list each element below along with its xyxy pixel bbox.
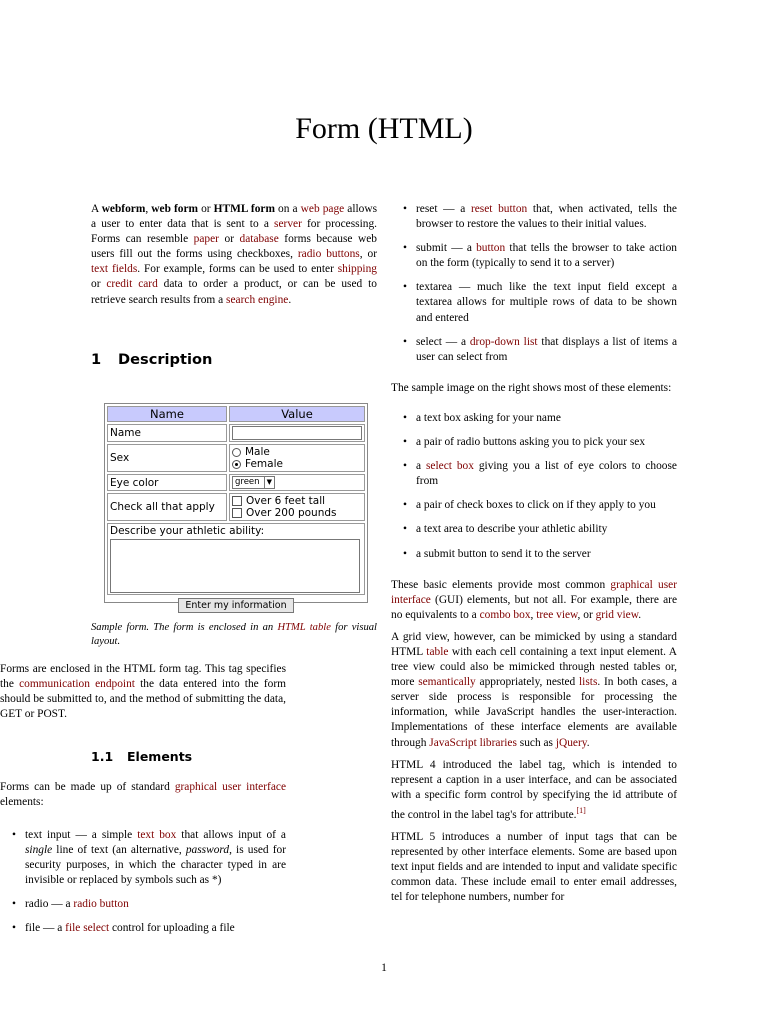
link-lists[interactable]: lists [579,676,598,689]
link-javascript-libraries[interactable]: JavaScript libraries [429,736,517,749]
list-item: • a text box asking for your name [391,411,677,426]
link-server[interactable]: server [274,218,302,231]
link-select-box[interactable]: select box [425,460,474,473]
link-jquery[interactable]: jQuery [555,736,587,749]
reference-link[interactable]: [1] [576,805,586,815]
link-search-engine[interactable]: search engine [226,293,289,306]
sample-form-figure [104,403,368,611]
enter-information-button[interactable]: Enter my information [178,598,293,613]
elements-intro: Forms can be made up of standard graphical user interface elements: [0,781,286,809]
row-label-check: Check all that apply [107,493,227,521]
link-button[interactable]: button [476,242,506,255]
link-web-page[interactable]: web page [300,203,345,215]
athletic-ability-textarea[interactable] [110,539,360,593]
radio-female-label: Female [245,458,283,470]
link-combo-box[interactable]: combo box [479,608,531,621]
section-heading-description: 1 Description [91,351,213,368]
link-html-table[interactable]: HTML table [277,622,331,633]
link-database[interactable]: database [239,233,279,246]
link-table[interactable]: table [426,645,449,658]
list-item: • a pair of radio buttons asking you to pick your sex [391,435,677,450]
link-gui[interactable]: graphical user interface [391,578,678,606]
link-communication-endpoint[interactable]: communication endpoint [19,678,135,691]
html5-paragraph: HTML 5 introduces a number of input tags that can be represented by other interface elements. Some are based upon text input fields and are intended to input and validate specific common data. These include email to enter email addresses, tel for telephone numbers, number for [391,830,677,904]
intro-paragraph: A webform, web form or HTML form on a web page allows a user to enter data that is sent to a server for processing. Forms can resemble paper or database forms because web users fill out the forms using checkboxes, radio buttons, or text fields. For example, forms can be used to enter shipping or credit card data to order a product, or can be used to retrieve search results from a search engine. [91,203,378,306]
html4-paragraph: HTML 4 introduced the label tag, which is intended to represent a caption in a user interface, and can be associated with a specific form control by specifying the id attribute of the control in the label tag's for attribute.[1] [391,758,677,821]
list-item: • a select box giving you a list of eye colors to choose from [391,459,677,489]
page-number: 1 [381,962,387,974]
link-radio-button[interactable]: radio button [73,898,129,911]
right-column [391,202,677,905]
grid-view-paragraph: A grid view, however, can be mimicked by using a standard HTML table with each cell containing a text input element. A tree view could also be mimicked through nested tables or, more semantically appropriately, nested lists. In both cases, a server side process is responsible for processing the information, while JavaScript handles the user-interaction. Implementations of these interface elements are available through JavaScript libraries such as jQuery. [391,630,677,749]
checkbox-tall[interactable] [232,496,242,506]
link-grid-view[interactable]: grid view [595,608,639,621]
link-credit-card[interactable]: credit card [106,278,158,291]
description-paragraph: Forms are enclosed in the HTML form tag. This tag specifies the communication endpoint the data entered into the form should be submitted to, and the method of submitting the data, GET or POST. [0,663,286,721]
sample-intro: The sample image on the right shows most of these elements: [391,381,672,394]
link-text-fields[interactable]: text fields [91,263,138,276]
name-input[interactable] [232,426,362,440]
link-reset-button[interactable]: reset button [470,203,528,215]
left-element-list [0,828,286,937]
figure-caption: Sample form. The form is enclosed in an HTML table for visual layout. [91,622,378,648]
row-label-name: Name [107,424,227,442]
list-item: • select — a drop-down list that displays a list of items a user can select from [391,335,677,365]
link-drop-down-list[interactable]: drop-down list [469,335,538,348]
row-label-describe: Describe your athletic ability: [110,525,265,537]
table-header-value: Value [229,406,365,422]
list-item: • textarea — much like the text input field except a textarea allows for multiple rows of data to be shown and entered [391,280,677,325]
list-item: • a submit button to send it to the server [391,547,677,562]
list-item: • radio — a radio button [0,897,286,912]
chevron-down-icon: ▼ [264,477,272,488]
link-paper[interactable]: paper [193,233,219,246]
radio-female[interactable] [232,460,241,469]
basic-elements-paragraph: These basic elements provide most common graphical user interface (GUI) elements, but not all. For example, there are no equivalents to a combo box, tree view, or grid view. [391,578,678,621]
checkbox-heavy-label: Over 200 pounds [246,507,337,519]
radio-male-label: Male [245,446,270,458]
list-item: • reset — a reset button that, when activated, tells the browser to restore the values to their initial values. [391,202,677,232]
link-text-box[interactable]: text box [137,829,177,841]
link-shipping[interactable]: shipping [337,263,377,276]
list-item: • file — a file select control for uploading a file [0,921,286,936]
row-label-sex: Sex [107,444,227,472]
eye-color-select[interactable]: green ▼ [232,476,275,489]
list-item: • submit — a button that tells the browser to take action on the form (typically to send it to a server) [391,241,677,271]
row-label-eye-color: Eye color [107,474,227,491]
checkbox-tall-label: Over 6 feet tall [246,495,326,507]
section-heading-elements: 1.1 Elements [91,749,193,764]
list-item: • a text area to describe your athletic ability [391,522,677,537]
link-semantically[interactable]: semantically [418,676,476,689]
list-item: • text input — a simple text box that allows input of a single line of text (an alternative, password, is used for security purposes, in which the character typed in are invisible or replaced by symbols such as *) [0,828,286,888]
link-file-select[interactable]: file select [65,922,110,935]
link-tree-view[interactable]: tree view [536,608,578,621]
link-graphical-user-interface[interactable]: graphical user interface [174,781,286,793]
checkbox-heavy[interactable] [232,508,242,518]
link-radio-buttons[interactable]: radio buttons [297,248,360,261]
radio-male[interactable] [232,448,241,457]
page-title: Form (HTML) [295,112,473,145]
table-header-name: Name [107,406,227,422]
left-column [91,202,377,308]
list-item: • a pair of check boxes to click on if they apply to you [391,498,677,513]
